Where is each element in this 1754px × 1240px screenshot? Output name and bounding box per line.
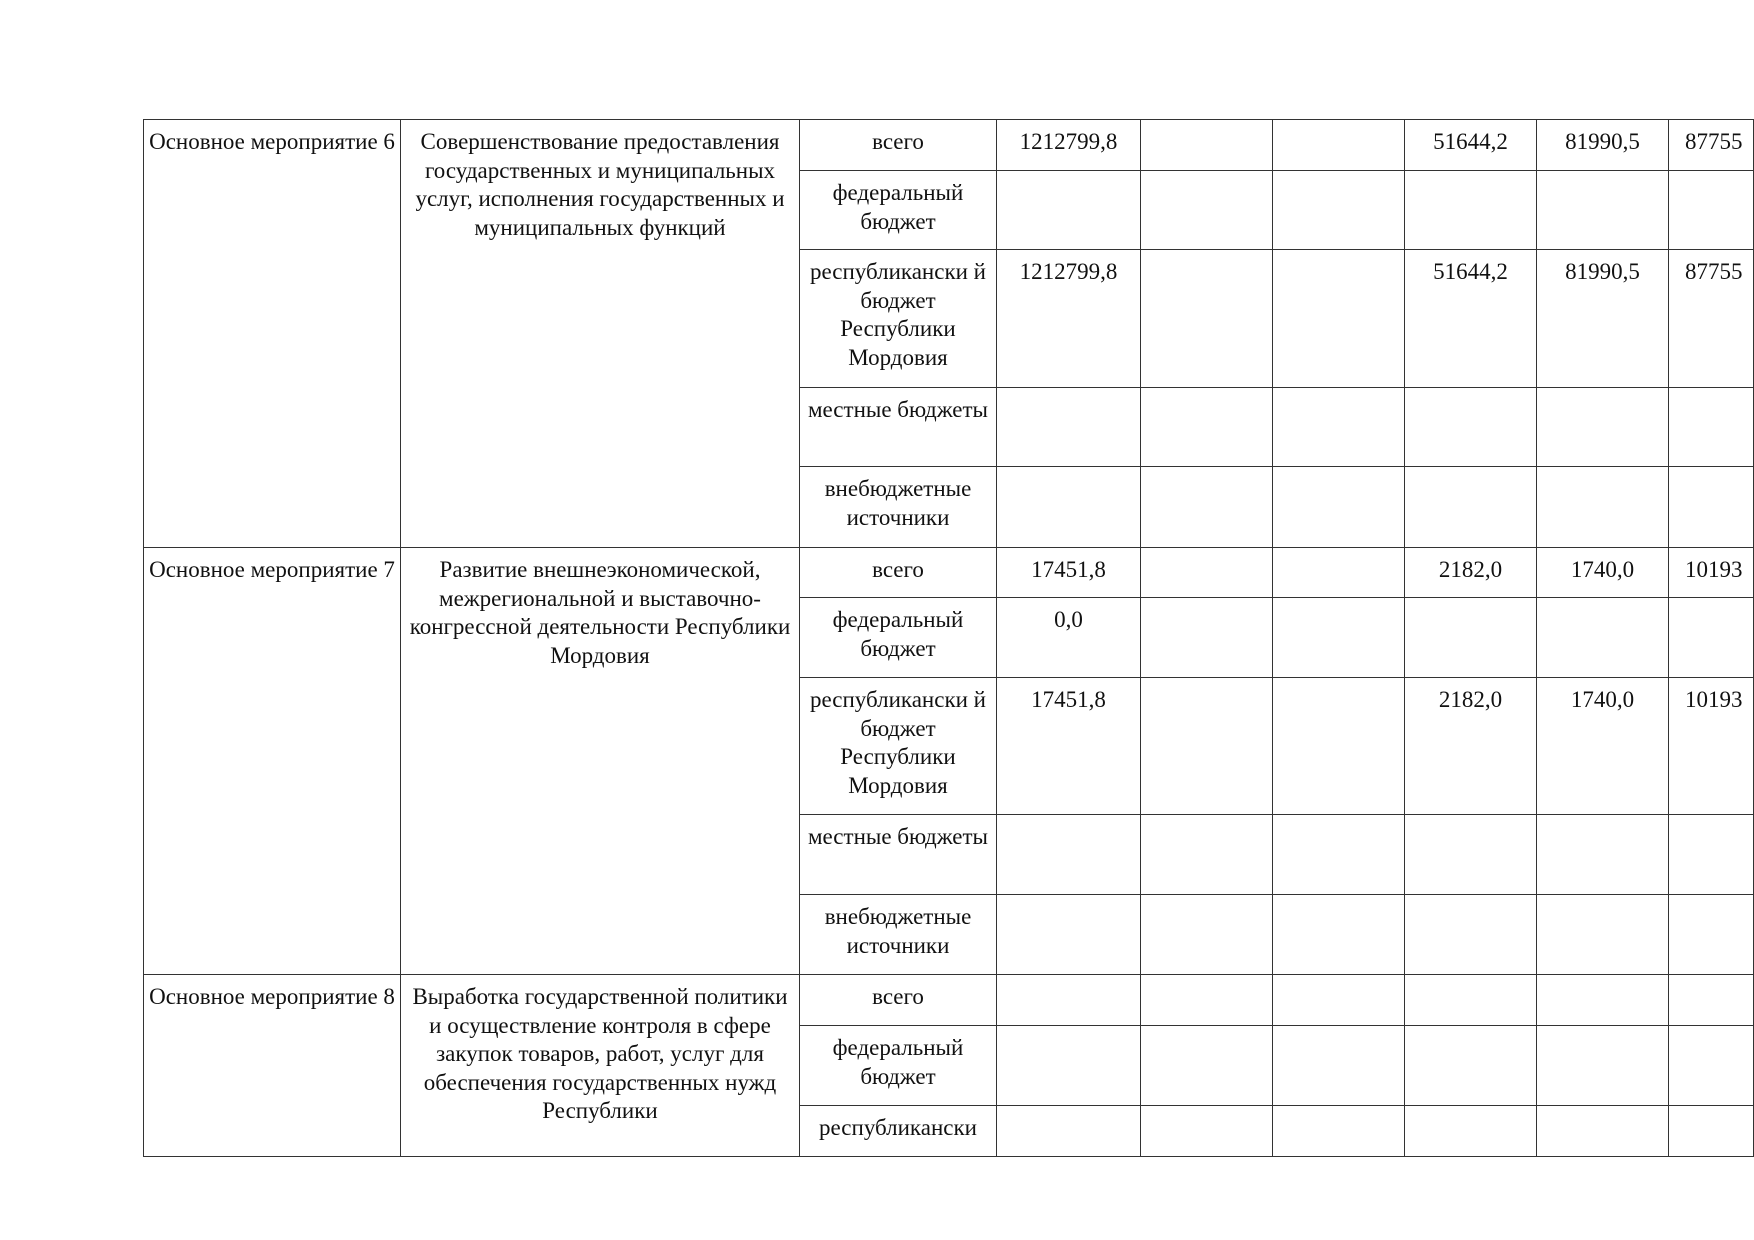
activity-name: Основное мероприятие 6 xyxy=(144,120,401,548)
table-row xyxy=(144,548,1754,598)
amount-cell xyxy=(1669,1106,1754,1157)
activity-name: Основное мероприятие 8 xyxy=(144,975,401,1157)
amount-cell: 87755 xyxy=(1669,250,1754,388)
amount-cell xyxy=(1405,815,1537,895)
amount-cell xyxy=(1669,598,1754,678)
table-row xyxy=(144,120,1754,171)
amount-cell xyxy=(997,1106,1141,1157)
amount-cell xyxy=(1273,388,1405,467)
amount-cell xyxy=(1405,975,1537,1026)
amount-cell xyxy=(1537,171,1669,250)
amount-cell xyxy=(997,388,1141,467)
amount-cell xyxy=(1141,171,1273,250)
activity-description: Совершенствование предоставления государственных и муниципальных услуг, исполнения государственных и муниципальных функций xyxy=(401,120,800,548)
activity-description: Развитие внешнеэкономической, межрегиональной и выставочно-конгрессной деятельности Республики Мордовия xyxy=(401,548,800,975)
amount-cell xyxy=(1141,120,1273,171)
amount-cell: 81990,5 xyxy=(1537,250,1669,388)
amount-cell: 17451,8 xyxy=(997,678,1141,815)
funding-table xyxy=(143,119,1754,1157)
funding-source: республикански й бюджет Республики Мордовия xyxy=(800,678,997,815)
amount-cell xyxy=(1273,1026,1405,1106)
funding-source: всего xyxy=(800,120,997,171)
amount-cell xyxy=(1537,815,1669,895)
amount-cell xyxy=(1141,895,1273,975)
amount-cell xyxy=(1405,1026,1537,1106)
amount-cell xyxy=(997,1026,1141,1106)
amount-cell xyxy=(1273,895,1405,975)
funding-source: республикански xyxy=(800,1106,997,1157)
amount-cell xyxy=(1141,548,1273,598)
amount-cell xyxy=(1405,467,1537,548)
amount-cell: 51644,2 xyxy=(1405,250,1537,388)
amount-cell xyxy=(1141,1026,1273,1106)
amount-cell xyxy=(997,815,1141,895)
amount-cell xyxy=(1669,1026,1754,1106)
funding-source: федеральный бюджет xyxy=(800,171,997,250)
amount-cell xyxy=(1537,388,1669,467)
table-row xyxy=(144,975,1754,1026)
amount-cell xyxy=(1273,598,1405,678)
amount-cell xyxy=(1537,467,1669,548)
amount-cell xyxy=(1669,171,1754,250)
amount-cell xyxy=(1273,467,1405,548)
funding-source: внебюджетные источники xyxy=(800,895,997,975)
amount-cell xyxy=(1141,467,1273,548)
activity-name: Основное мероприятие 7 xyxy=(144,548,401,975)
amount-cell: 1212799,8 xyxy=(997,250,1141,388)
amount-cell: 17451,8 xyxy=(997,548,1141,598)
amount-cell xyxy=(1273,678,1405,815)
amount-cell xyxy=(1273,120,1405,171)
amount-cell: 81990,5 xyxy=(1537,120,1669,171)
amount-cell xyxy=(997,467,1141,548)
amount-cell: 10193 xyxy=(1669,548,1754,598)
amount-cell: 87755 xyxy=(1669,120,1754,171)
amount-cell xyxy=(1141,678,1273,815)
amount-cell xyxy=(1273,975,1405,1026)
funding-source: местные бюджеты xyxy=(800,815,997,895)
funding-source: всего xyxy=(800,548,997,598)
amount-cell: 2182,0 xyxy=(1405,678,1537,815)
amount-cell xyxy=(1405,895,1537,975)
amount-cell xyxy=(1141,815,1273,895)
amount-cell xyxy=(1669,388,1754,467)
amount-cell xyxy=(1537,598,1669,678)
amount-cell xyxy=(1141,1106,1273,1157)
amount-cell: 1740,0 xyxy=(1537,548,1669,598)
amount-cell xyxy=(1669,975,1754,1026)
amount-cell xyxy=(997,975,1141,1026)
amount-cell xyxy=(1669,895,1754,975)
funding-source: местные бюджеты xyxy=(800,388,997,467)
amount-cell xyxy=(1273,1106,1405,1157)
amount-cell xyxy=(1537,1026,1669,1106)
amount-cell: 51644,2 xyxy=(1405,120,1537,171)
amount-cell xyxy=(1405,598,1537,678)
amount-cell xyxy=(997,171,1141,250)
funding-source: внебюджетные источники xyxy=(800,467,997,548)
amount-cell xyxy=(1669,467,1754,548)
amount-cell xyxy=(1273,250,1405,388)
amount-cell xyxy=(1273,815,1405,895)
funding-source: федеральный бюджет xyxy=(800,1026,997,1106)
amount-cell: 2182,0 xyxy=(1405,548,1537,598)
amount-cell xyxy=(1537,895,1669,975)
amount-cell xyxy=(1141,598,1273,678)
amount-cell xyxy=(1537,975,1669,1026)
amount-cell xyxy=(1537,1106,1669,1157)
amount-cell xyxy=(1405,1106,1537,1157)
amount-cell: 0,0 xyxy=(997,598,1141,678)
amount-cell xyxy=(1141,388,1273,467)
amount-cell: 10193 xyxy=(1669,678,1754,815)
amount-cell xyxy=(1141,250,1273,388)
funding-source: республикански й бюджет Республики Мордовия xyxy=(800,250,997,388)
funding-source: всего xyxy=(800,975,997,1026)
amount-cell: 1212799,8 xyxy=(997,120,1141,171)
amount-cell xyxy=(997,895,1141,975)
amount-cell xyxy=(1141,975,1273,1026)
amount-cell xyxy=(1273,548,1405,598)
activity-description: Выработка государственной политики и осуществление контроля в сфере закупок товаров, работ, услуг для обеспечения государственных нужд Республики xyxy=(401,975,800,1157)
amount-cell xyxy=(1405,171,1537,250)
funding-source: федеральный бюджет xyxy=(800,598,997,678)
amount-cell xyxy=(1273,171,1405,250)
amount-cell: 1740,0 xyxy=(1537,678,1669,815)
amount-cell xyxy=(1405,388,1537,467)
amount-cell xyxy=(1669,815,1754,895)
